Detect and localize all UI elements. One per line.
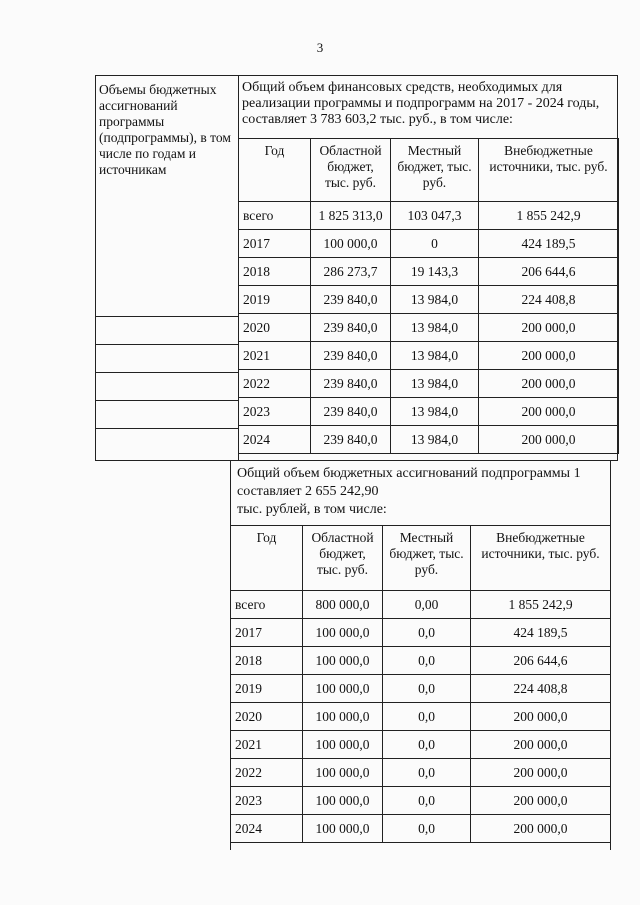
cell-regional-budget: 239 840,0 bbox=[311, 426, 391, 454]
cell-year: всего bbox=[231, 591, 303, 619]
cell-regional-budget: 239 840,0 bbox=[311, 314, 391, 342]
cell-extrabudgetary: 1 855 242,9 bbox=[471, 591, 611, 619]
table-row bbox=[231, 675, 611, 703]
cell-extrabudgetary: 206 644,6 bbox=[479, 258, 619, 286]
cell-year: 2018 bbox=[239, 258, 311, 286]
header-year: Год bbox=[231, 526, 303, 591]
cell-regional-budget: 1 825 313,0 bbox=[311, 202, 391, 230]
cell-regional-budget: 239 840,0 bbox=[311, 398, 391, 426]
cell-extrabudgetary: 200 000,0 bbox=[479, 398, 619, 426]
cell-extrabudgetary: 200 000,0 bbox=[471, 787, 611, 815]
cell-year: 2019 bbox=[239, 286, 311, 314]
cell-year: 2017 bbox=[231, 619, 303, 647]
table-row bbox=[239, 258, 619, 286]
cell-regional-budget: 239 840,0 bbox=[311, 286, 391, 314]
cell-local-budget: 0 bbox=[391, 230, 479, 258]
cell-year: 2022 bbox=[239, 370, 311, 398]
cell-regional-budget: 100 000,0 bbox=[303, 675, 383, 703]
table-row bbox=[231, 647, 611, 675]
left-row-line bbox=[95, 400, 238, 401]
cell-year: 2024 bbox=[239, 426, 311, 454]
left-row-line bbox=[95, 372, 238, 373]
cell-regional-budget: 800 000,0 bbox=[303, 591, 383, 619]
table-row bbox=[231, 759, 611, 787]
cell-regional-budget: 239 840,0 bbox=[311, 342, 391, 370]
cell-extrabudgetary: 200 000,0 bbox=[471, 759, 611, 787]
cell-year: 2023 bbox=[239, 398, 311, 426]
cell-year: 2019 bbox=[231, 675, 303, 703]
cell-local-budget: 13 984,0 bbox=[391, 370, 479, 398]
table-row bbox=[239, 398, 619, 426]
cell-local-budget: 13 984,0 bbox=[391, 342, 479, 370]
cell-regional-budget: 100 000,0 bbox=[303, 647, 383, 675]
cell-regional-budget: 286 273,7 bbox=[311, 258, 391, 286]
table-row bbox=[239, 370, 619, 398]
cell-local-budget: 0,0 bbox=[383, 787, 471, 815]
table-row bbox=[231, 591, 611, 619]
cell-local-budget: 0,0 bbox=[383, 815, 471, 843]
cell-regional-budget: 100 000,0 bbox=[303, 731, 383, 759]
cell-regional-budget: 100 000,0 bbox=[303, 759, 383, 787]
table-row bbox=[231, 787, 611, 815]
cell-year: 2020 bbox=[239, 314, 311, 342]
cell-extrabudgetary: 200 000,0 bbox=[471, 703, 611, 731]
subprogram-intro-line1: Общий объем бюджетных ассигнований подпрограммы 1 bbox=[237, 466, 581, 481]
header-regional-budget: Областной бюджет, тыс. руб. bbox=[303, 526, 383, 591]
cell-regional-budget: 100 000,0 bbox=[303, 619, 383, 647]
cell-year: 2018 bbox=[231, 647, 303, 675]
budget-volumes-label: Объемы бюджетных ассигнований программы (подпрограммы), в том числе по годам и источникам bbox=[99, 82, 231, 177]
cell-year: 2021 bbox=[239, 342, 311, 370]
cell-local-budget: 0,0 bbox=[383, 731, 471, 759]
cell-regional-budget: 239 840,0 bbox=[311, 370, 391, 398]
cell-local-budget: 0,0 bbox=[383, 703, 471, 731]
cell-regional-budget: 100 000,0 bbox=[303, 815, 383, 843]
cell-local-budget: 13 984,0 bbox=[391, 314, 479, 342]
cell-local-budget: 13 984,0 bbox=[391, 286, 479, 314]
table-row bbox=[239, 426, 619, 454]
cell-local-budget: 0,00 bbox=[383, 591, 471, 619]
cell-year: всего bbox=[239, 202, 311, 230]
table-row bbox=[231, 703, 611, 731]
cell-extrabudgetary: 200 000,0 bbox=[471, 815, 611, 843]
left-row-line bbox=[95, 344, 238, 345]
cell-year: 2017 bbox=[239, 230, 311, 258]
cell-extrabudgetary: 200 000,0 bbox=[479, 314, 619, 342]
cell-year: 2021 bbox=[231, 731, 303, 759]
cell-extrabudgetary: 424 189,5 bbox=[479, 230, 619, 258]
table-row bbox=[239, 286, 619, 314]
cell-extrabudgetary: 224 408,8 bbox=[471, 675, 611, 703]
table-row bbox=[231, 731, 611, 759]
cell-year: 2020 bbox=[231, 703, 303, 731]
cell-year: 2023 bbox=[231, 787, 303, 815]
cell-extrabudgetary: 224 408,8 bbox=[479, 286, 619, 314]
table-row bbox=[239, 314, 619, 342]
cell-year: 2022 bbox=[231, 759, 303, 787]
cell-extrabudgetary: 1 855 242,9 bbox=[479, 202, 619, 230]
header-extrabudgetary: Внебюджетные источники, тыс. руб. bbox=[471, 526, 611, 591]
header-local-budget: Местный бюджет, тыс. руб. bbox=[383, 526, 471, 591]
cell-local-budget: 103 047,3 bbox=[391, 202, 479, 230]
table-header-row bbox=[231, 526, 611, 591]
table-header-row bbox=[239, 139, 619, 202]
cell-regional-budget: 100 000,0 bbox=[303, 787, 383, 815]
page-number: 3 bbox=[316, 40, 324, 55]
table-row bbox=[231, 815, 611, 843]
program-intro: Общий объем финансовых средств, необходимых для реализации программы и подпрограмм на 2017 - 2024 годы, составляет 3 783 603,2 тыс. руб., в том числе: bbox=[242, 80, 600, 127]
table-row bbox=[239, 202, 619, 230]
cell-extrabudgetary: 200 000,0 bbox=[479, 342, 619, 370]
cell-extrabudgetary: 424 189,5 bbox=[471, 619, 611, 647]
cell-regional-budget: 100 000,0 bbox=[311, 230, 391, 258]
cell-extrabudgetary: 206 644,6 bbox=[471, 647, 611, 675]
left-row-line bbox=[95, 316, 238, 317]
cell-local-budget: 13 984,0 bbox=[391, 426, 479, 454]
cell-local-budget: 19 143,3 bbox=[391, 258, 479, 286]
left-row-line bbox=[95, 428, 238, 429]
cell-local-budget: 0,0 bbox=[383, 759, 471, 787]
header-regional-budget: Областной бюджет, тыс. руб. bbox=[311, 139, 391, 202]
subprogram-intro-line3: тыс. рублей, в том числе: bbox=[237, 502, 387, 517]
subprogram1-funding-table bbox=[230, 525, 611, 843]
table-row bbox=[239, 230, 619, 258]
cell-local-budget: 0,0 bbox=[383, 647, 471, 675]
cell-local-budget: 0,0 bbox=[383, 619, 471, 647]
program-funding-table bbox=[238, 138, 619, 454]
cell-regional-budget: 100 000,0 bbox=[303, 703, 383, 731]
cell-extrabudgetary: 200 000,0 bbox=[479, 370, 619, 398]
cell-local-budget: 0,0 bbox=[383, 675, 471, 703]
table-row bbox=[239, 342, 619, 370]
header-extrabudgetary: Внебюджетные источники, тыс. руб. bbox=[479, 139, 619, 202]
cell-year: 2024 bbox=[231, 815, 303, 843]
header-year: Год bbox=[239, 139, 311, 202]
cell-extrabudgetary: 200 000,0 bbox=[471, 731, 611, 759]
subprogram-intro-line2: составляет 2 655 242,90 bbox=[237, 484, 379, 499]
cell-local-budget: 13 984,0 bbox=[391, 398, 479, 426]
table-row bbox=[231, 619, 611, 647]
header-local-budget: Местный бюджет, тыс. руб. bbox=[391, 139, 479, 202]
cell-extrabudgetary: 200 000,0 bbox=[479, 426, 619, 454]
